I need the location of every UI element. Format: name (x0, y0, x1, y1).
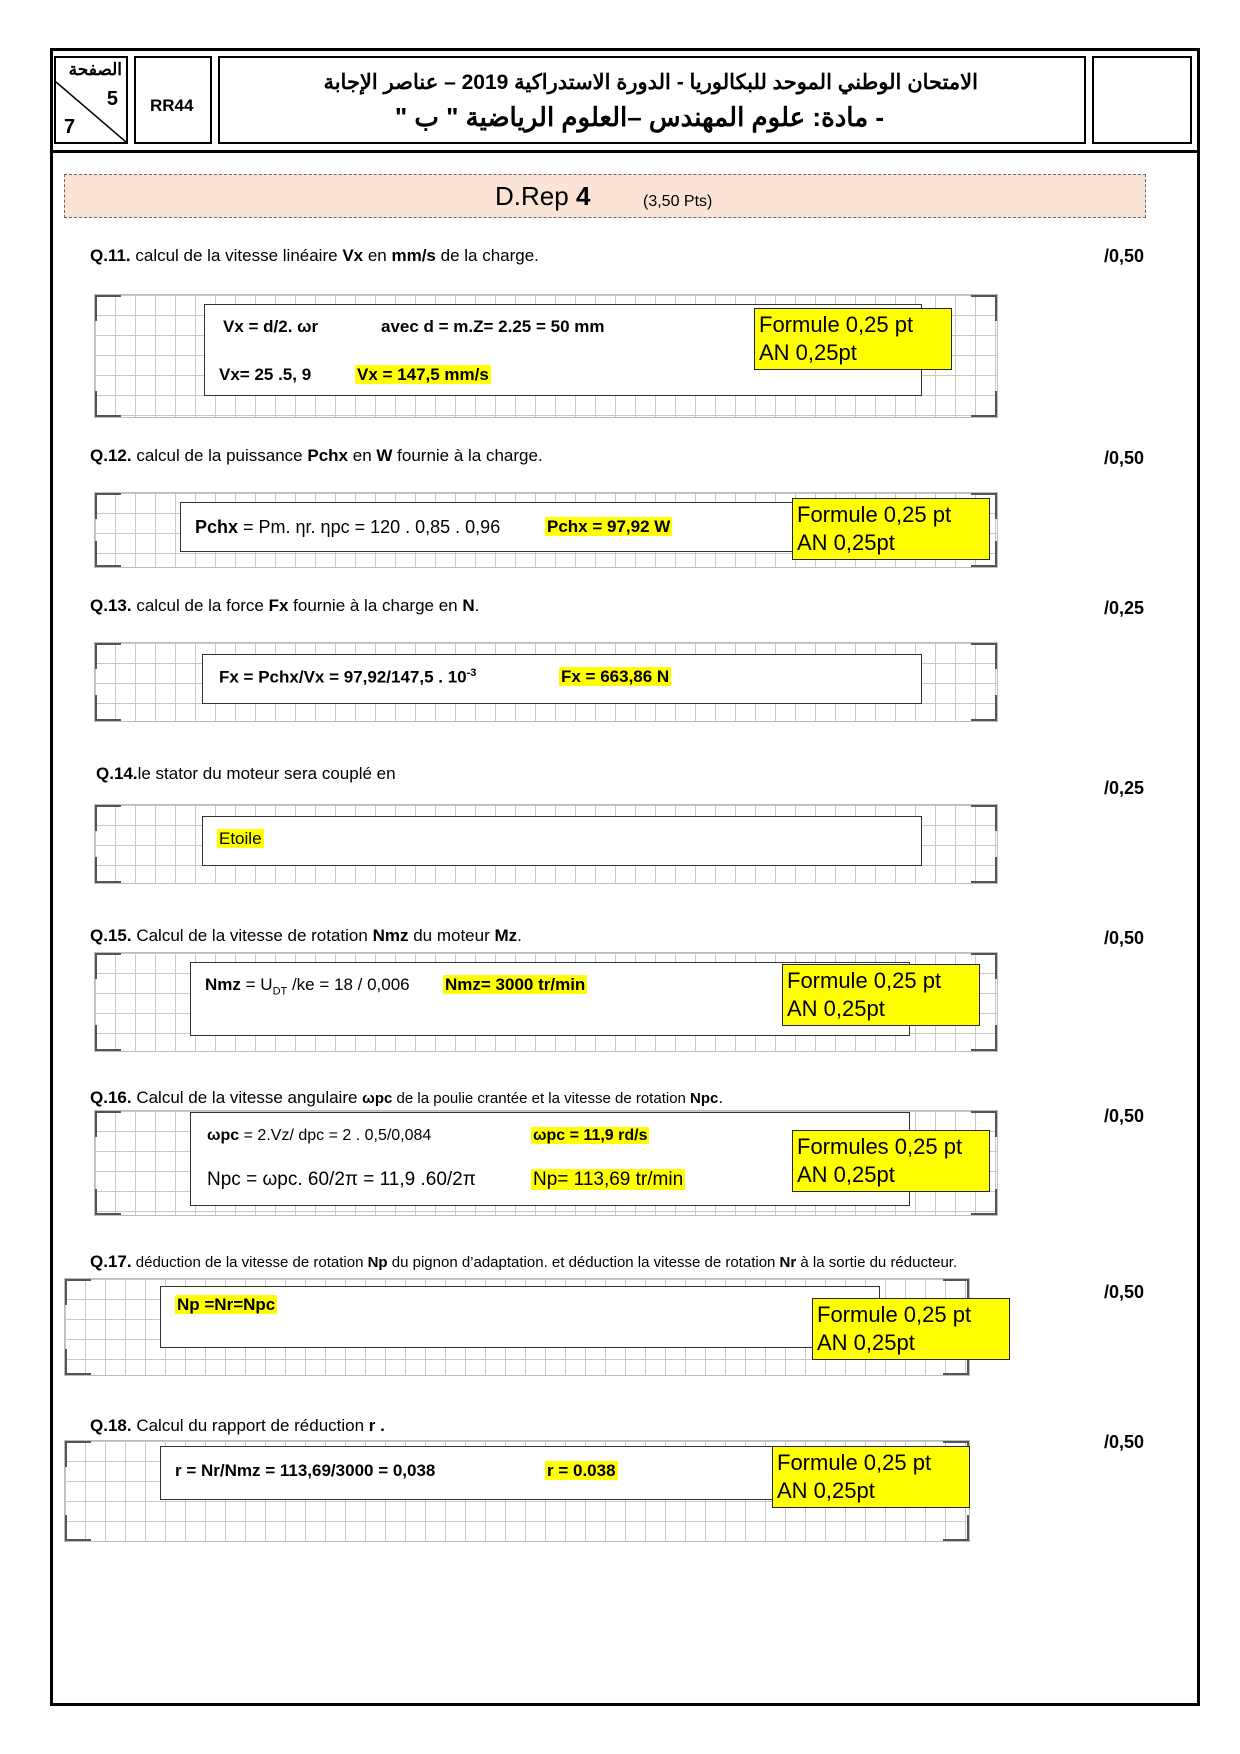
score-note-q16 (792, 1130, 990, 1192)
question-number: Q.12. (90, 446, 132, 465)
question-text: calcul de la vitesse linéaire (130, 246, 343, 265)
question-term: N (462, 596, 475, 615)
question-text: déduction de la vitesse de rotation (131, 1254, 368, 1271)
question-text: calcul de la force (131, 596, 269, 615)
code-box (134, 56, 212, 144)
question-text: le stator du moteur sera couplé en (137, 764, 396, 783)
score-an: AN 0,25pt (759, 340, 857, 365)
question-text: du pignon d’adaptation. et déduction la vitesse de rotation (387, 1254, 780, 1271)
calculation: Vx= 25 .5, 9 (219, 365, 312, 384)
question-14 (96, 764, 396, 784)
question-term: Mz (494, 926, 518, 945)
section-points: (3,50 Pts) (643, 193, 713, 210)
result (443, 975, 587, 995)
result (559, 667, 671, 687)
score-note-q11 (754, 308, 952, 370)
section-title (495, 181, 590, 212)
formula-label: ωpc (207, 1127, 240, 1144)
result (531, 1169, 685, 1191)
answer-box-q13[interactable] (202, 654, 922, 704)
question-text: . (718, 1088, 724, 1107)
question-12 (90, 446, 543, 466)
formula-body: = Pm. ηr. ηpc = 120 . 0,85 . 0,96 (238, 517, 501, 537)
formula-body: = 2.Vz/ dpc = 2 . 0,5/0,084 (239, 1127, 432, 1144)
page-number-box (54, 56, 128, 144)
result-highlight: Etoile (219, 829, 262, 848)
result-highlight: ωpc = 11,9 rd/s (533, 1127, 648, 1144)
result (545, 517, 672, 537)
question-number: Q.18. (90, 1416, 132, 1435)
formula-label: Pchx (195, 517, 239, 537)
points-q15: /0,50 (1104, 928, 1145, 948)
question-11 (90, 246, 539, 266)
question-text: en (348, 446, 377, 465)
question-text: . (375, 1416, 385, 1435)
score-an: AN 0,25pt (797, 1162, 895, 1187)
formula-label: Nmz (205, 975, 241, 994)
result-highlight: Np =Nr=Npc (177, 1295, 276, 1314)
question-term: Np (367, 1254, 388, 1271)
result-highlight: Nmz= 3000 tr/min (445, 975, 586, 994)
result-highlight: Fx = 663,86 N (561, 667, 670, 686)
question-number: Q.16. (90, 1088, 132, 1107)
question-term: Nmz (372, 926, 409, 945)
formula (219, 667, 476, 688)
question-term: mm/s (391, 246, 436, 265)
question-text: . (474, 596, 480, 615)
calculation: Npc = ωpc. 60/2π = 11,9 .60/2π (207, 1169, 476, 1190)
score-an: AN 0,25pt (797, 530, 895, 555)
question-text: de la poulie crantée et la vitesse de rotation (392, 1090, 691, 1107)
points-q13: /0,25 (1104, 598, 1145, 618)
score-note-q17 (812, 1298, 1010, 1360)
question-text: de la charge. (435, 246, 539, 265)
question-text: calcul de la puissance (131, 446, 308, 465)
page-total: 7 (64, 116, 76, 138)
header-divider (50, 150, 1200, 153)
question-text: Calcul de la vitesse de rotation (131, 926, 373, 945)
points-q18: /0,50 (1104, 1432, 1145, 1452)
result-highlight: Vx = 147,5 mm/s (357, 365, 489, 384)
score-an: AN 0,25pt (777, 1478, 875, 1503)
score-note-q15 (782, 964, 980, 1026)
result (545, 1461, 618, 1481)
question-term: Npc (690, 1090, 719, 1107)
points-q14: /0,25 (1104, 778, 1145, 798)
formula-body: = U (240, 975, 273, 994)
question-16 (90, 1088, 723, 1108)
formula (205, 975, 410, 997)
question-17 (90, 1252, 957, 1272)
score-note-q18 (772, 1446, 970, 1508)
page-label: الصفحة (68, 60, 122, 79)
score-an: AN 0,25pt (817, 1330, 915, 1355)
question-text: . (517, 926, 522, 945)
subject-title: - مادة: علوم المهندس –العلوم الرياضية " ب " (394, 102, 884, 132)
question-text: fournie à la charge. (392, 446, 543, 465)
exam-code: RR44 (150, 96, 194, 115)
result-highlight: Np= 113,69 tr/min (533, 1169, 684, 1190)
question-text: Calcul de la vitesse angulaire (131, 1088, 363, 1107)
question-number: Q.15. (90, 926, 132, 945)
score-formula: Formule 0,25 pt (797, 502, 952, 527)
title-box (218, 56, 1086, 144)
question-18 (90, 1416, 385, 1436)
question-term: ωpc (362, 1090, 393, 1107)
question-number: Q.11. (90, 246, 131, 265)
question-text: du moteur (408, 926, 495, 945)
question-text: à la sortie du réducteur. (796, 1254, 958, 1271)
formula: r = Nr/Nmz = 113,69/3000 = 0,038 (175, 1461, 436, 1480)
points-q12: /0,50 (1104, 448, 1145, 468)
blank-box (1092, 56, 1192, 144)
score-an: AN 0,25pt (787, 996, 885, 1021)
question-text: Calcul du rapport de réduction (131, 1416, 369, 1435)
question-term: Nr (779, 1254, 797, 1271)
question-term: Pchx (307, 446, 349, 465)
points-q17: /0,50 (1104, 1282, 1145, 1302)
question-number: Q.14. (96, 764, 138, 783)
question-term: r (368, 1416, 376, 1435)
formula (207, 1127, 431, 1145)
score-note-q12 (792, 498, 990, 560)
score-formula: Formule 0,25 pt (777, 1450, 932, 1475)
answer-box-q12[interactable] (180, 502, 800, 552)
result (531, 1127, 649, 1145)
question-term: W (376, 446, 393, 465)
formula-body: Fx = Pchx/Vx = 97,92/147,5 . 10 (219, 667, 467, 687)
score-formula: Formules 0,25 pt (797, 1134, 963, 1159)
result-highlight: r = 0.038 (547, 1461, 616, 1480)
question-text: en (363, 246, 392, 265)
section-title-number: 4 (575, 181, 591, 211)
formula-exponent: -3 (466, 667, 477, 679)
question-13 (90, 596, 479, 616)
section-title-prefix: D.Rep (495, 181, 569, 211)
formula-subscript: DT (272, 985, 288, 998)
formula (195, 517, 500, 538)
formula-body: /ke = 18 / 0,006 (287, 975, 410, 994)
question-15 (90, 926, 522, 946)
question-number: Q.17. (90, 1252, 132, 1271)
result (175, 1295, 277, 1315)
question-term: Fx (268, 596, 289, 615)
result (355, 365, 491, 385)
question-number: Q.13. (90, 596, 132, 615)
result (217, 829, 264, 849)
result-highlight: Pchx = 97,92 W (547, 517, 671, 536)
page-number: 5 (106, 88, 118, 110)
answer-box-q17[interactable] (160, 1286, 880, 1348)
question-text: fournie à la charge en (288, 596, 463, 615)
formula-detail: avec d = m.Z= 2.25 = 50 mm (381, 317, 605, 336)
section-banner (64, 174, 1146, 218)
exam-title: الامتحان الوطني الموحد للبكالوريا - الدورة الاستدراكية 2019 – عناصر الإجابة (323, 71, 978, 94)
points-q11: /0,50 (1104, 246, 1145, 266)
score-formula: Formule 0,25 pt (817, 1302, 972, 1327)
score-formula: Formule 0,25 pt (787, 968, 942, 993)
question-term: Vx (342, 246, 364, 265)
formula: Vx = d/2. ωr (223, 317, 319, 336)
score-formula: Formule 0,25 pt (759, 312, 914, 337)
points-q16: /0,50 (1104, 1106, 1145, 1126)
answer-box-q14[interactable] (202, 816, 922, 866)
